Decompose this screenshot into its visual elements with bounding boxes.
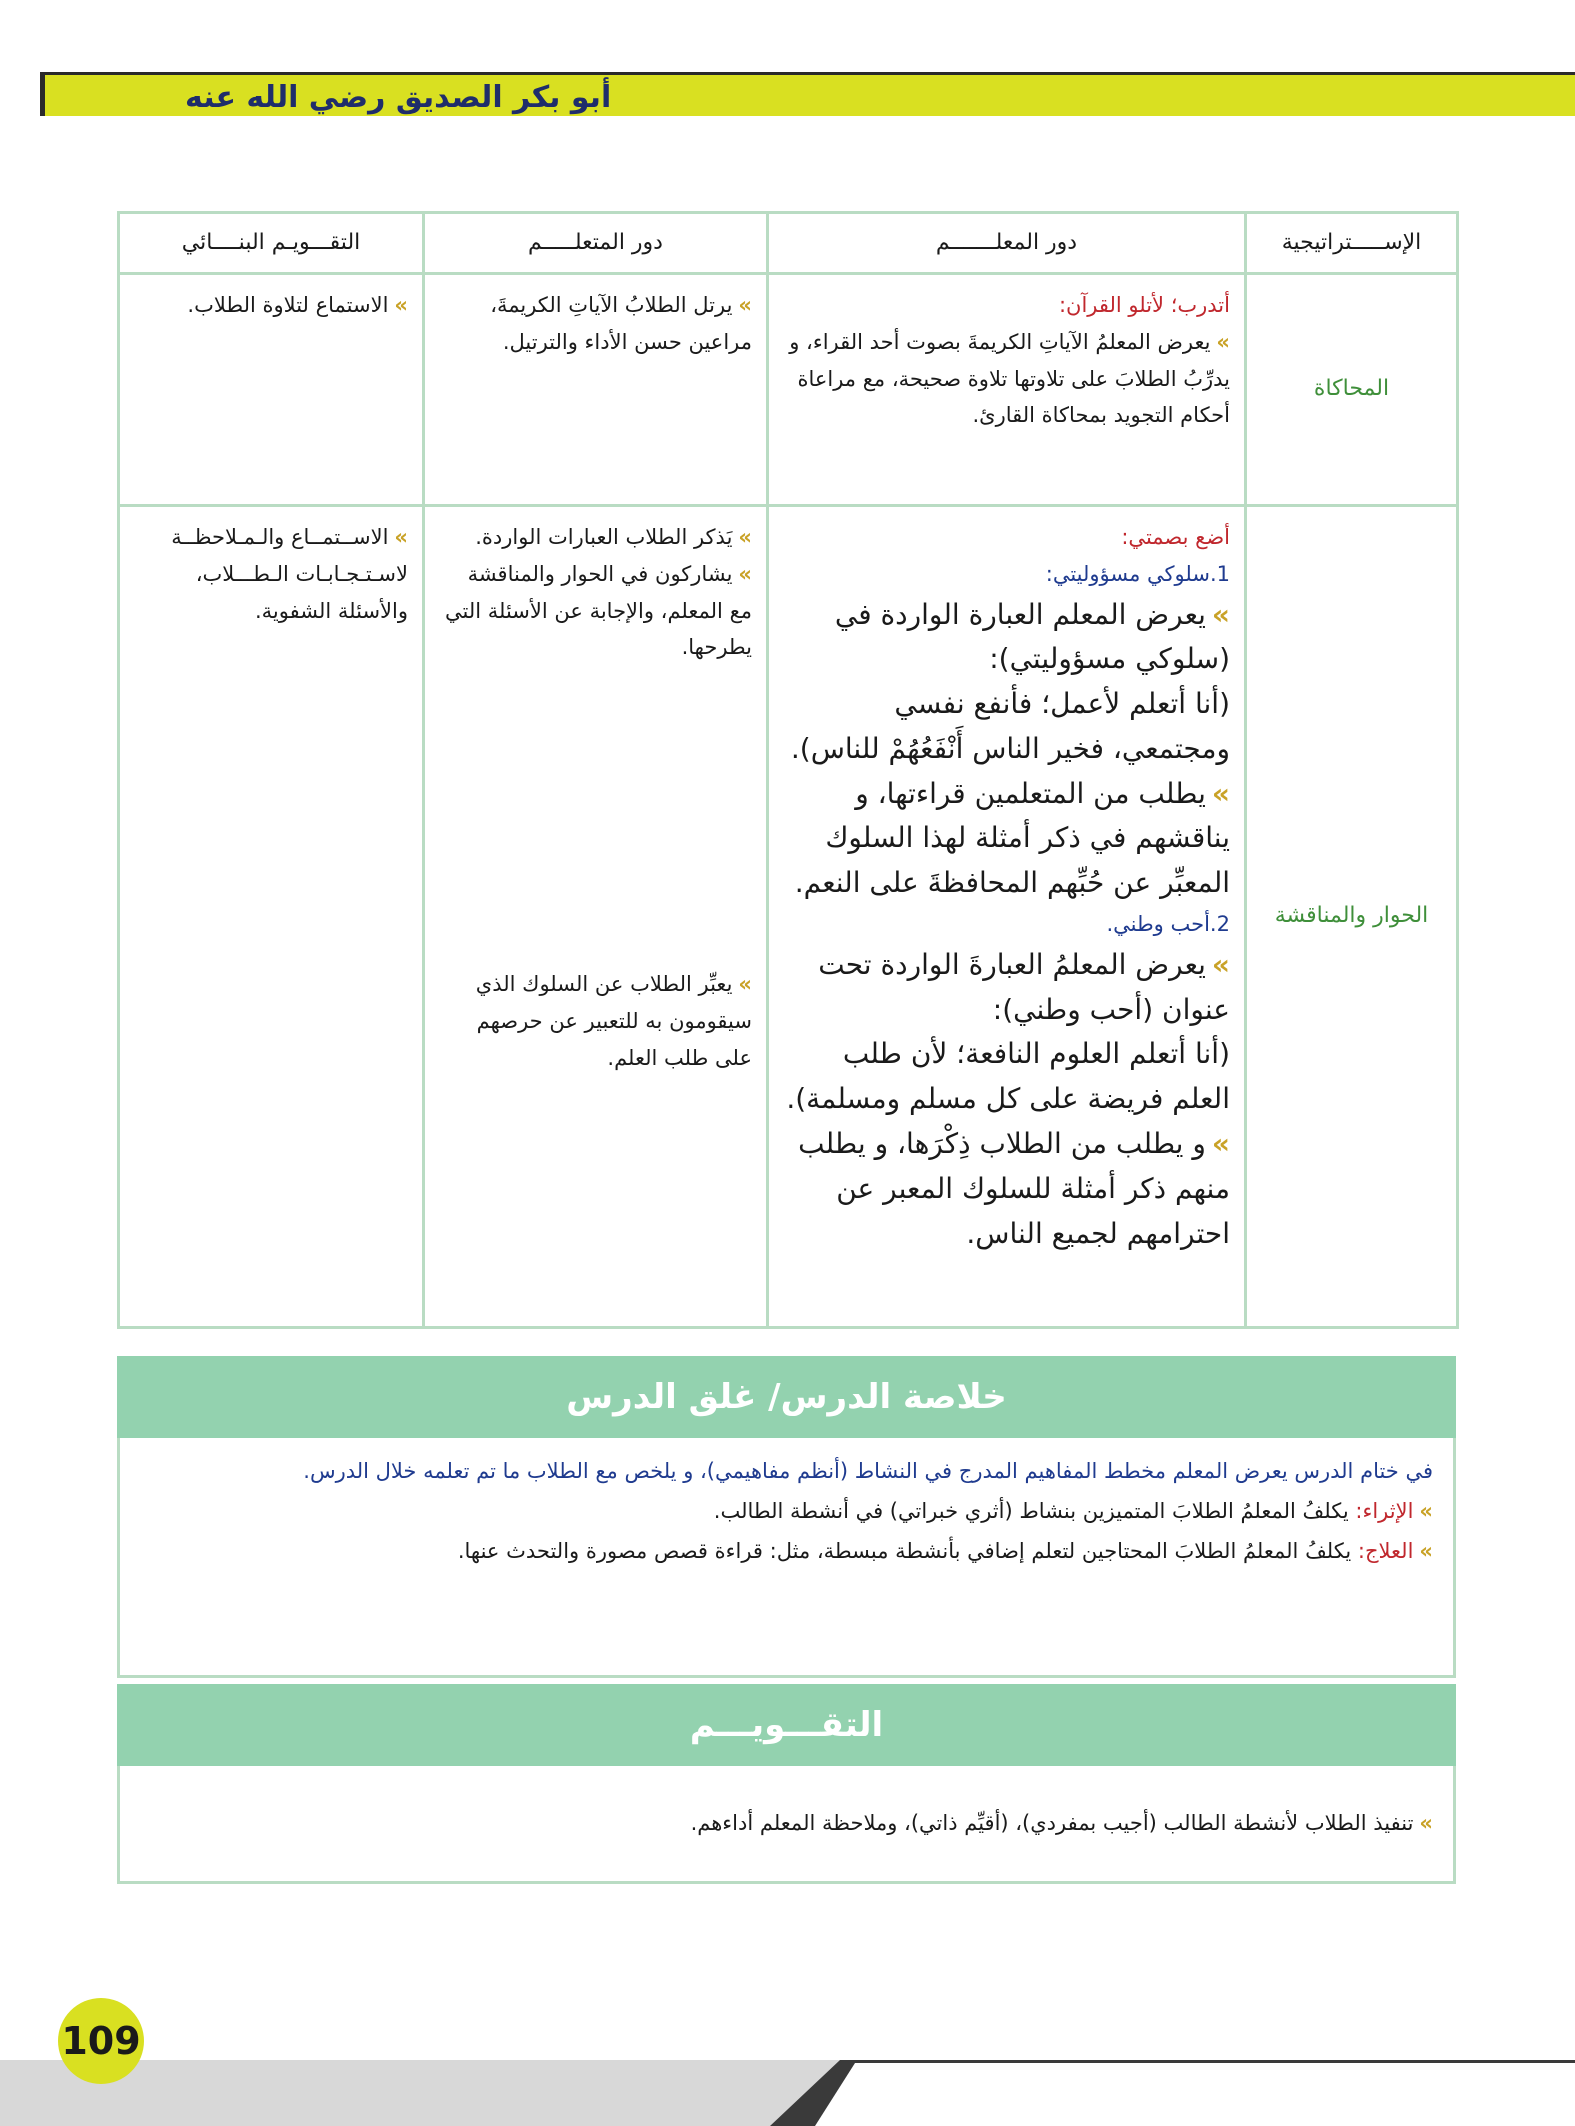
teacher-text: و يطلب من الطلاب ذِكْرَها، و يطلب منهم ذكر أمثلة للسلوك المعبر عن احترامهم لجميع الناس.: [798, 1127, 1230, 1250]
teacher-text: يطلب من المتعلمين قراءتها، و يناقشهم في ذكر أمثلة لهذا السلوك المعبِّر عن حُبِّهم المحافظةَ على النعم.: [794, 776, 1230, 900]
learner-text: يرتل الطلابُ الآياتِ الكريمةَ، مراعين حسن الأداء والترتيل.: [490, 293, 752, 354]
table-row: [119, 506, 1458, 1328]
lesson-plan-table: [117, 211, 1459, 1329]
evaluation-text: تنفيذ الطلاب لأنشطة الطالب (أجيب بمفردي)، (أقيِّم ذاتي)، وملاحظة المعلم أداءهم.: [690, 1811, 1414, 1835]
bullet-icon: »: [1211, 776, 1230, 810]
remedy-text: يكلفُ المعلمُ الطلابَ المحتاجين لتعلم إضافي بأنشطة مبسطة، مثل: قراءة قصص مصورة والتحدث عنها.: [457, 1538, 1352, 1563]
teacher-text: يعرض المعلمُ الآياتِ الكريمةَ بصوت أحد القراء، و يدرِّبُ الطلابَ على تلاوتها تلاوة صحيحة، مع مراعاة أحكام التجويد بمحاكاة القارئ.: [789, 329, 1230, 428]
bullet-icon: »: [738, 525, 752, 549]
bullet-icon: »: [738, 972, 752, 996]
teacher-text: يعرض المعلم العبارة الواردة في (سلوكي مسؤوليتي):: [834, 597, 1230, 676]
eval-text: الاســتمــاع والـمـلاحظــة لاسـتـجـابـات الـطـــلاب، والأسئلة الشفوية.: [171, 525, 408, 623]
bullet-icon: »: [1211, 1127, 1230, 1161]
header-strategy: الإســـــتراتيجية: [1246, 213, 1458, 274]
quote-text: (أنا أتعلم لأعمل؛ فأنفع نفسي ومجتمعي، فخير الناس أَنْفَعُهُمْ للناس).: [790, 687, 1230, 765]
strategy-cell: المحاكاة: [1246, 274, 1458, 506]
learner-text: يعبِّر الطلاب عن السلوك الذي سيقومون به للتعبير عن حرصهم على طلب العلم.: [475, 972, 752, 1070]
subsection-title: 2.أحب وطني.: [1106, 912, 1230, 937]
subsection-title: 1.سلوكي مسؤوليتي:: [1045, 561, 1230, 586]
strategy-cell: الحوار والمناقشة: [1246, 506, 1458, 1328]
enrich-label: الإثراء:: [1355, 1498, 1414, 1523]
table-header-row: [119, 213, 1458, 274]
header-teacher-role: دور المعلـــــــم: [768, 213, 1246, 274]
summary-box: [117, 1438, 1456, 1678]
footer-white-band: [815, 2063, 1575, 2126]
quote-text: (أنا أتعلم العلوم النافعة؛ لأن طلب العلم فريضة على كل مسلم ومسلمة).: [786, 1037, 1230, 1116]
header-learner-role: دور المتعلـــــم: [424, 213, 768, 274]
summary-heading: خلاصة الدرس/ غلق الدرس: [117, 1356, 1456, 1438]
activity-title: أتدرب؛ لأتلو القرآن:: [1058, 293, 1230, 317]
bullet-icon: »: [738, 293, 752, 317]
bullet-icon: »: [1211, 947, 1230, 981]
activity-title: أضع بصمتي:: [1121, 525, 1230, 549]
bullet-icon: »: [1419, 1498, 1433, 1523]
summary-intro: في ختام الدرس يعرض المعلم مخطط المفاهيم المدرج في النشاط (أنظم مفاهيمي)، و يلخص مع الطلاب ما تم تعلمه خلال الدرس.: [303, 1459, 1433, 1483]
bullet-icon: »: [394, 293, 408, 317]
page-title: أبو بكر الصديق رضي الله عنه: [185, 80, 612, 115]
learner-text: يَذكر الطلاب العبارات الواردة.: [475, 525, 733, 549]
remedy-label: العلاج:: [1357, 1538, 1414, 1563]
bullet-icon: »: [1419, 1538, 1433, 1563]
bullet-icon: »: [1216, 329, 1230, 354]
teacher-cell: [768, 506, 1246, 1328]
header-formative-eval: التقـــويـم البنــــائي: [119, 213, 424, 274]
learner-cell: [424, 506, 768, 1328]
eval-text: الاستماع لتلاوة الطلاب.: [187, 293, 389, 317]
teacher-cell: [768, 274, 1246, 506]
bullet-icon: »: [738, 561, 752, 586]
table-row: [119, 274, 1458, 506]
learner-text: يشاركون في الحوار والمناقشة مع المعلم، والإجابة عن الأسئلة التي يطرحها.: [445, 561, 752, 660]
eval-cell: [119, 274, 424, 506]
bullet-icon: »: [1211, 597, 1230, 631]
bullet-icon: »: [394, 525, 408, 549]
evaluation-heading: التقـــويـــم: [117, 1684, 1456, 1766]
enrich-text: يكلفُ المعلمُ الطلابَ المتميزين بنشاط (أثري خبراتي) في أنشطة الطالب.: [713, 1498, 1349, 1523]
page-number: 109: [58, 1998, 144, 2084]
evaluation-box: [117, 1766, 1456, 1884]
learner-cell: [424, 274, 768, 506]
eval-cell: [119, 506, 424, 1328]
teacher-text: يعرض المعلمُ العبارةَ الواردة تحت عنوان (أحب وطني):: [818, 947, 1230, 1026]
bullet-icon: »: [1419, 1811, 1433, 1835]
